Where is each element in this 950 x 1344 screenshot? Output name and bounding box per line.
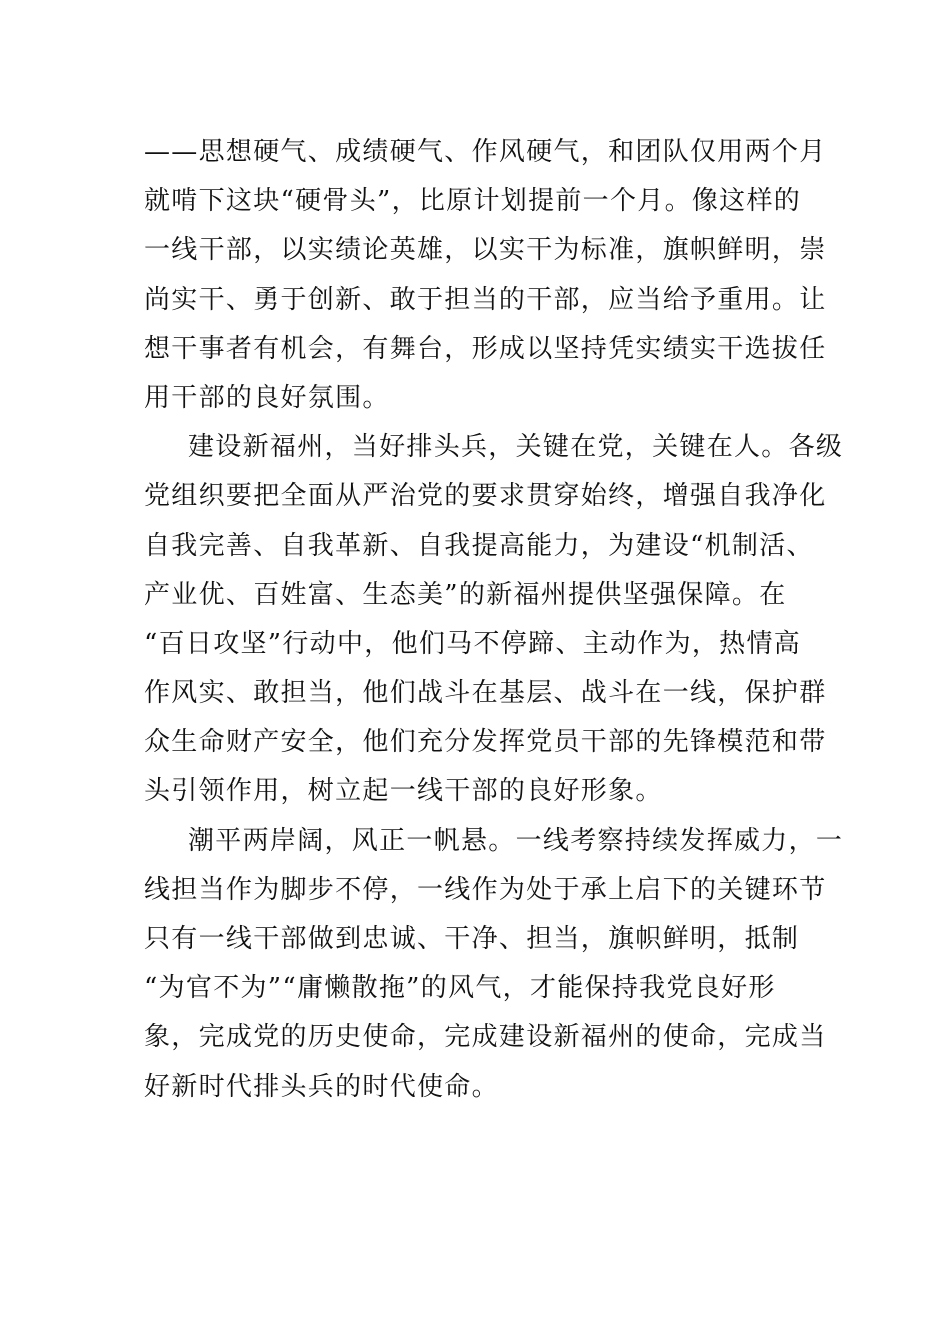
text-line: 象，完成党的历史使命，完成建设新福州的使命，完成当 xyxy=(144,1022,827,1053)
text-line: 线担当作为脚步不停，一线作为处于承上启下的关键环节 xyxy=(144,874,827,905)
body-text xyxy=(144,128,844,1112)
text-line: 产业优、百姓富、生态美”的新福州提供坚强保障。在 xyxy=(144,579,787,610)
text-line: 好新时代排头兵的时代使命。 xyxy=(144,1071,499,1102)
text-line: ——思想硬气、成绩硬气、作风硬气，和团队仅用两个月 xyxy=(144,137,827,167)
text-line: 就啃下这块“硬骨头”，比原计划提前一个月。像这样的 xyxy=(144,186,802,217)
text-line: 尚实干、勇于创新、敢于担当的干部，应当给予重用。让 xyxy=(144,284,827,315)
paragraph-3 xyxy=(144,817,844,1112)
text-line: 众生命财产安全，他们充分发挥党员干部的先锋模范和带 xyxy=(144,727,827,758)
text-line: 用干部的良好氛围。 xyxy=(144,382,390,413)
text-line: 建设新福州，当好排头兵，关键在党，关键在人。各级 xyxy=(188,432,844,463)
text-line: 头引领作用，树立起一线干部的良好形象。 xyxy=(144,776,663,807)
text-line: 潮平两岸阔，风正一帆悬。一线考察持续发挥威力，一 xyxy=(188,825,844,856)
text-line: 党组织要把全面从严治党的要求贯穿始终，增强自我净化 xyxy=(144,481,827,512)
text-line: 作风实、敢担当，他们战斗在基层、战斗在一线，保护群 xyxy=(144,678,827,709)
text-line: 一线干部，以实绩论英雄，以实干为标准，旗帜鲜明，崇 xyxy=(144,235,827,266)
text-line: 只有一线干部做到忠诚、干净、担当，旗帜鲜明，抵制 xyxy=(144,924,800,954)
text-line: “百日攻坚”行动中，他们马不停蹄、主动作为，热情高 xyxy=(144,628,802,659)
paragraph-2 xyxy=(144,423,844,817)
text-line: 想干事者有机会，有舞台，形成以坚持凭实绩实干选拔任 xyxy=(144,333,827,364)
text-line: “为官不为”“庸懒散拖”的风气，才能保持我党良好形 xyxy=(144,973,776,1004)
paragraph-1 xyxy=(144,128,827,423)
text-line: 自我完善、自我革新、自我提高能力，为建设“机制活、 xyxy=(144,530,814,561)
